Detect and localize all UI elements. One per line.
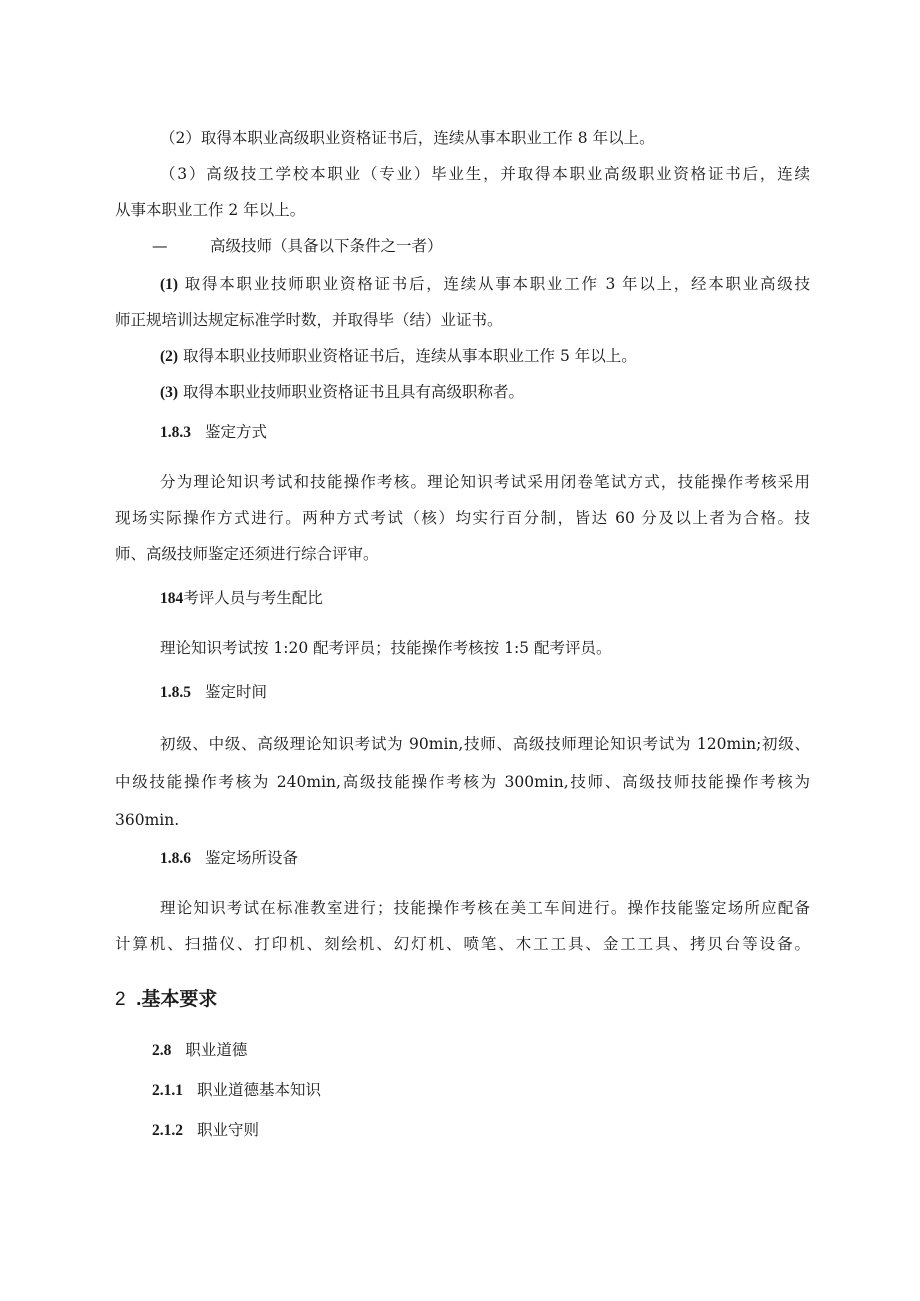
section-title: 鉴定方式 <box>205 423 268 441</box>
section-1-8-4-heading <box>160 588 323 609</box>
technician-item-2-text: 取得本职业技师职业资格证书后，连续从事本职业工作 5 年以上。 <box>183 347 637 365</box>
technician-item-1-number: (1) <box>160 276 179 293</box>
technician-item-1-line-1 <box>160 274 810 295</box>
section-2-8-heading <box>152 1040 247 1061</box>
chapter-title: .基本要求 <box>136 989 218 1010</box>
section-1-8-3-para-line-2 <box>115 508 810 528</box>
section-number: 2.1.2 <box>152 1122 183 1139</box>
section-number: 2.1.1 <box>152 1082 183 1099</box>
section-1-8-3-heading <box>160 422 267 443</box>
paragraph-text: 现场实际操作方式进行。两种方式考试（核）均实行百分制，皆达 60 分及以上者为合格。技 <box>115 509 810 527</box>
section-title: 职业守则 <box>197 1121 260 1139</box>
heading-dash: — <box>152 237 168 255</box>
chapter-2-heading <box>115 988 217 1012</box>
senior-item-2 <box>160 128 655 148</box>
section-1-8-4-para <box>160 638 611 658</box>
section-number: 2.8 <box>152 1042 172 1059</box>
section-1-8-3-para-line-1 <box>160 472 810 492</box>
section-1-8-5-para-line-2 <box>115 772 810 792</box>
senior-item-2-text: （2）取得本职业高级职业资格证书后，连续从事本职业工作 8 年以上。 <box>160 129 655 147</box>
section-1-8-3-para-line-3 <box>115 544 379 564</box>
section-title: 鉴定场所设备 <box>205 849 299 867</box>
paragraph-text: 中级技能操作考核为 240min,高级技能操作考核为 300min,技师、高级技师技能操作考核为 <box>115 773 810 791</box>
senior-item-3-line-1-text: （3）高级技工学校本职业（专业）毕业生，并取得本职业高级职业资格证书后，连续 <box>160 165 810 183</box>
technician-item-1-line-1-text: 取得本职业技师职业资格证书后，连续从事本职业工作 3 年以上，经本职业高级技 <box>184 275 810 293</box>
section-1-8-6-heading <box>160 848 298 869</box>
section-2-1-2-heading <box>152 1120 259 1141</box>
section-title: 职业道德 <box>185 1041 248 1059</box>
paragraph-text: 初级、中级、高级理论知识考试为 90min,技师、高级技师理论知识考试为 120min;初级、 <box>160 735 810 753</box>
section-1-8-5-para-line-3 <box>115 810 179 830</box>
paragraph-text: 计算机、扫描仪、打印机、刻绘机、幻灯机、喷笔、木工工具、金工工具、拷贝台等设备。 <box>115 935 810 953</box>
section-number: 184 <box>160 590 184 607</box>
paragraph-text: 师、高级技师鉴定还须进行综合评审。 <box>115 545 379 563</box>
technician-item-3 <box>160 382 524 403</box>
paragraph-text: 理论知识考试按 1:20 配考评员；技能操作考核按 1:5 配考评员。 <box>160 639 612 657</box>
technician-item-1-line-2 <box>115 310 503 330</box>
senior-technician-heading-text: 高级技师（具备以下条件之一者） <box>210 237 443 255</box>
paragraph-text: 分为理论知识考试和技能操作考核。理论知识考试采用闭卷笔试方式，技能操作考核采用 <box>160 473 810 491</box>
section-1-8-5-heading <box>160 682 267 703</box>
senior-item-3-line-2-text: 从事本职业工作 2 年以上。 <box>115 201 306 219</box>
chapter-number: 2 <box>115 989 126 1010</box>
section-number: 1.8.5 <box>160 684 191 701</box>
section-1-8-6-para-line-2 <box>115 934 810 954</box>
section-1-8-5-para-line-1 <box>160 734 810 754</box>
senior-item-3-line-1 <box>160 164 810 184</box>
section-title: 鉴定时间 <box>205 683 268 701</box>
section-number: 1.8.6 <box>160 850 191 867</box>
technician-item-3-text: 取得本职业技师职业资格证书且具有高级职称者。 <box>183 383 525 401</box>
technician-item-1-line-2-text: 师正规培训达规定标准学时数，并取得毕（结）业证书。 <box>115 311 503 329</box>
technician-item-3-number: (3) <box>160 384 179 401</box>
technician-item-2 <box>160 346 637 367</box>
section-title: 职业道德基本知识 <box>197 1081 322 1099</box>
senior-technician-heading <box>152 236 443 256</box>
section-number: 1.8.3 <box>160 424 191 441</box>
paragraph-text: 360min. <box>115 811 180 829</box>
section-title: 考评人员与考生配比 <box>183 589 323 607</box>
section-1-8-6-para-line-1 <box>160 898 810 918</box>
paragraph-text: 理论知识考试在标准教室进行；技能操作考核在美工车间进行。操作技能鉴定场所应配备 <box>160 899 810 917</box>
technician-item-2-number: (2) <box>160 348 179 365</box>
section-2-1-1-heading <box>152 1080 321 1101</box>
senior-item-3-line-2 <box>115 200 305 220</box>
